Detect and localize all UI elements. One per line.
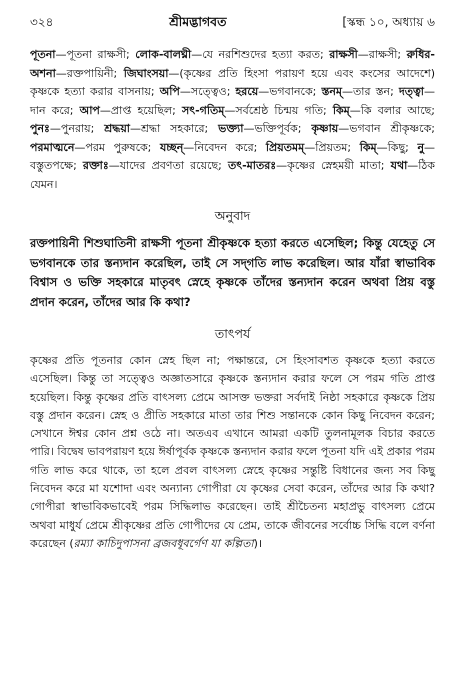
synonym-word: ভক্ত্যা: [218, 122, 244, 135]
synonym-word: কিম্: [359, 140, 377, 154]
synonym-word: প্রিয়তমম্: [265, 140, 305, 154]
synonym-meaning: —ঠিক যেমন।: [30, 159, 435, 191]
synonym-word: পূতনা: [30, 48, 56, 61]
synonym-word: রক্তাঃ: [82, 159, 109, 172]
synonym-word: কৃষ্ণায়: [311, 122, 339, 135]
synonym-meaning: —যে নরশিশুদের হত্যা করত;: [191, 48, 330, 61]
synonym-meaning: —যাদের প্রবণতা রয়েছে;: [108, 159, 228, 172]
translation-heading: অনুবাদ: [214, 208, 251, 223]
synonym-meaning: —সত্ত্বেও;: [179, 85, 236, 98]
purport-end: )।: [253, 536, 263, 550]
synonym-meaning: —নিবেদন করে;: [183, 140, 266, 154]
synonym-word: অপি: [159, 85, 180, 98]
synonym-word: শ্রদ্ধয়া: [104, 122, 130, 135]
synonym-word: রুধির-অশনা: [30, 48, 435, 80]
translation-text: রক্তপায়িনী শিশুঘাতিনী রাক্ষসী পূতনা শ্রীকৃষ্ণকে হত্যা করতে এসেছিল; কিন্তু যেহেতু সে ভগবানকে তার স্তন্যদান করেছিল, তাই সে সদ্‌গতি লাভ করেছিল। আর যাঁরা স্বাভাবিক বিশ্বাস ও ভক্তি সহকারে মাতৃবৎ স্নেহে কৃষ্ণকে তাঁদের স্তন্যদান করেন অথবা প্রিয় বস্তু প্রদান করেন, তাঁদের আর কি কথা?: [30, 236, 435, 309]
synonym-meaning: —পুনরায়;: [49, 122, 105, 135]
synonym-meaning: —তার স্তন;: [342, 85, 399, 98]
synonym-meaning: —কি বলার আছে;: [349, 103, 435, 117]
synonym-word: যথা: [390, 159, 408, 172]
synonym-meaning: —ভগবানকে;: [258, 85, 322, 98]
synonym-meaning: —কৃষ্ণের স্নেহময়ী মাতা;: [276, 159, 391, 172]
synonym-word: আপ: [79, 103, 100, 117]
synonym-meaning: —শ্রদ্ধা সহকারে;: [130, 122, 219, 135]
synonym-meaning: —প্রিয়তম;: [304, 140, 360, 154]
synonym-meaning: —কিছু;: [376, 140, 418, 154]
synonym-word: রাক্ষসী: [329, 48, 358, 61]
book-title: শ্রীমদ্ভাগবত: [169, 14, 227, 29]
synonym-word: স্তনম্: [321, 85, 343, 98]
synonym-meaning: —ভগবান শ্রীকৃষ্ণকে;: [338, 122, 435, 135]
purport-quote: রম্যা কাচিদুপাসনা ব্রজবধূবর্গেণ যা কল্পিতা: [73, 536, 254, 550]
synonym-meaning: —সর্বশ্রেষ্ঠ চিন্ময় গতি;: [224, 103, 333, 117]
synonym-meaning: —রাক্ষসী;: [357, 48, 407, 61]
purport-heading: তাৎপর্য: [214, 326, 251, 341]
synonym-word: কিম্: [332, 103, 350, 117]
synonym-word: যচ্ছন্: [159, 140, 184, 154]
synonym-word: নু: [417, 140, 425, 154]
synonym-meaning: —পরম পুরুষকে;: [74, 140, 160, 154]
synonym-meaning: —প্রাপ্ত হয়েছিল;: [99, 103, 182, 117]
synonym-meaning: —ভক্তিপূর্বক;: [243, 122, 312, 135]
synonym-meaning: —বস্তুতপক্ষে;: [30, 140, 436, 172]
chapter-reference: [স্কন্ধ ১০, অধ্যায় ৬: [342, 15, 435, 29]
synonym-word: লোক-বালঘ্নী: [135, 48, 192, 61]
purport-body: কৃষ্ণের প্রতি পূতনার কোন স্নেহ ছিল না; পক্ষান্তরে, সে হিংসাবশত কৃষ্ণকে হত্যা করতে এসেছিল। কিন্তু তা সত্ত্বেও অজ্ঞাতসারে কৃষ্ণকে স্তন্যদান করার ফলে সে পরম গতি প্রাপ্ত হয়েছিল। কিন্তু কৃষ্ণের প্রতি বাৎসল্য প্রেমে আসক্ত ভক্তরা সর্বদাই নিষ্ঠা সহকারে কৃষ্ণকে প্রিয় বস্তু প্রদান করেন। স্নেহ ও প্রীতি সহকারে মাতা তার শিশু সন্তানকে কোন কিছু নিবেদন করেন; সেখানে ঈশ্বর কোন প্রশ্ন ওঠে না। অতএব এখানে আমরা একটি তুলনামূলক বিচার করতে পারি। বিদ্বেষ ভাবপরায়ণ হয়ে ঈর্ষাপূর্বক কৃষ্ণকে স্তন্যদান করার ফলে পূতনা যদি এই প্রকার পরম গতি লাভ করে থাকে, তা হলে প্রবল বাৎসল্য স্নেহে কৃষ্ণের সন্তুষ্টি বিধানের জন্য সব কিছু নিবেদন করে মা যশোদা এবং অন্যান্য গোপীরা যে কৃষ্ণের সেবা করেন, তাঁদের আর কি কথা? গোপীরা স্বাভাবিকভাবেই পরম সিদ্ধিলাভ করেছেন। তাই শ্রীচৈতন্য মহাপ্রভু বাৎসল্য প্রেমে অথবা মাধুর্য প্রেমে শ্রীকৃষ্ণের প্রতি গোপীদের যে প্রেম, তাকে জীবনের সর্বোচ্চ সিদ্ধি বলে বর্ণনা করেছেন (: [30, 354, 435, 550]
purport-text: [30, 352, 435, 553]
synonym-word: জিঘাংসয়া: [123, 66, 169, 80]
synonym-word: হরয়ে: [235, 85, 259, 98]
synonym-word: পরমাত্মনে: [30, 140, 75, 154]
synonym-word: পুনঃ: [30, 122, 50, 135]
word-for-word-synonyms: [30, 46, 435, 194]
page-header: [30, 14, 435, 34]
synonym-word: দত্ত্বা: [398, 85, 424, 98]
synonym-meaning: —দান করে;: [30, 85, 435, 117]
synonym-word: সৎ-গতিম্: [181, 103, 225, 117]
synonym-word: তৎ-মাতরঃ: [227, 159, 277, 172]
synonym-meaning: —পূতনা রাক্ষসী;: [55, 48, 136, 61]
page-number: ৩২৪: [30, 15, 54, 29]
synonym-meaning: —(কৃষ্ণের প্রতি হিংসা পরায়ণ হয়ে এবং কংসের আদেশে) কৃষ্ণকে হত্যা করার বাসনায়;: [30, 66, 435, 98]
synonym-meaning: —রক্তপায়িনী;: [55, 66, 124, 80]
